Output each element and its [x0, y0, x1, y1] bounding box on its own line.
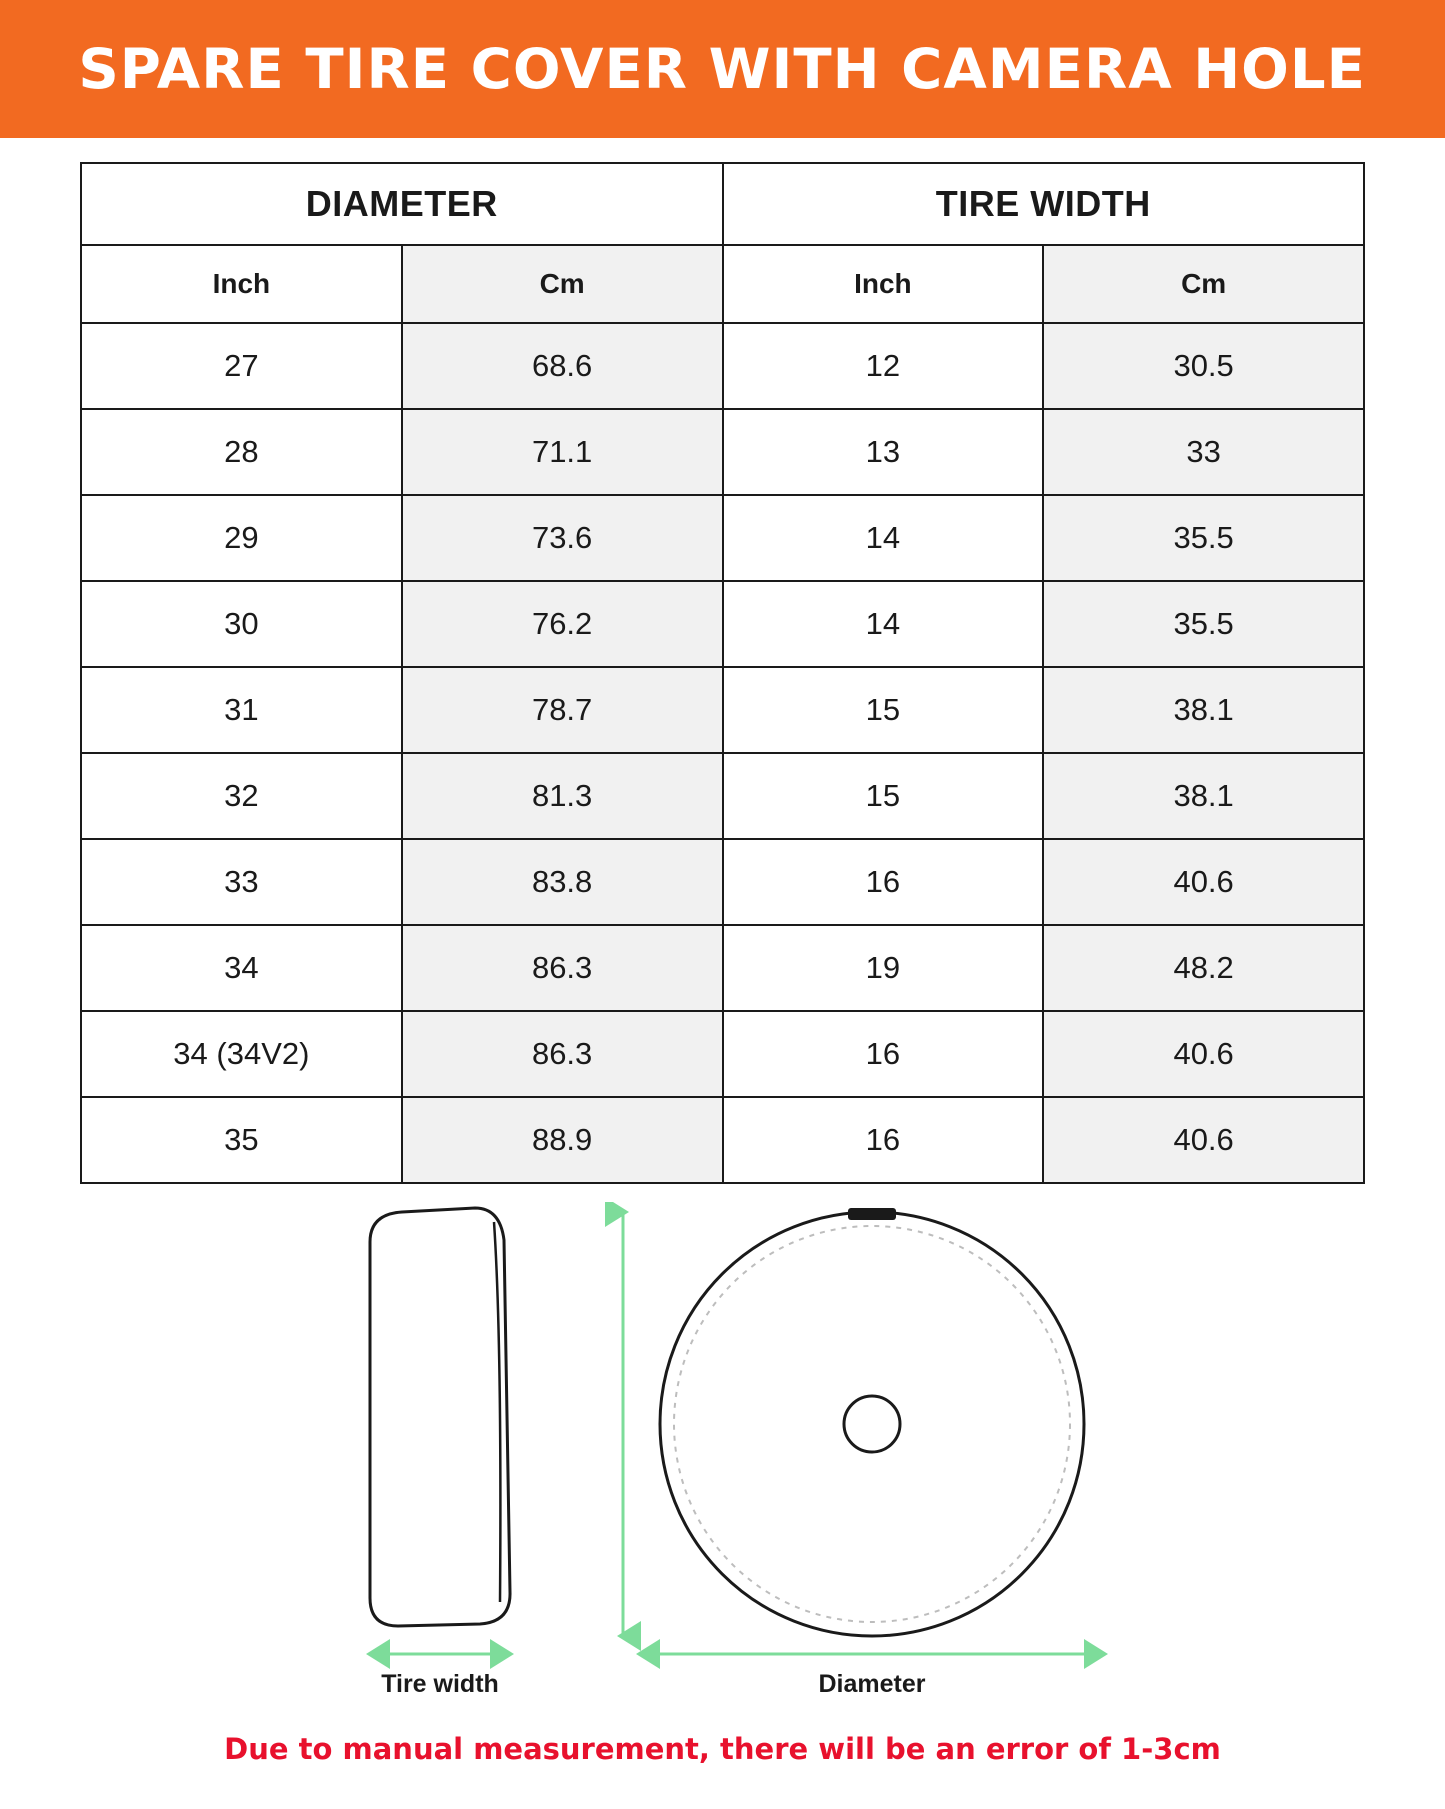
- cell-diameter-inch: 29: [81, 495, 402, 581]
- table-row: [81, 495, 1364, 581]
- cell-width-cm: 38.1: [1043, 753, 1364, 839]
- cell-diameter-inch: 31: [81, 667, 402, 753]
- cell-diameter-inch: 28: [81, 409, 402, 495]
- size-chart-table-wrapper: [80, 162, 1365, 1184]
- side-view-shape: [370, 1208, 510, 1626]
- cell-diameter-cm: 86.3: [402, 925, 723, 1011]
- cell-diameter-inch: 30: [81, 581, 402, 667]
- diameter-label: Diameter: [818, 1670, 926, 1698]
- cell-diameter-cm: 88.9: [402, 1097, 723, 1183]
- group-header-tire-width: TIRE WIDTH: [723, 163, 1365, 245]
- table-row: [81, 1097, 1364, 1183]
- cell-diameter-inch: 33: [81, 839, 402, 925]
- cell-diameter-cm: 71.1: [402, 409, 723, 495]
- cell-diameter-inch: 27: [81, 323, 402, 409]
- cell-diameter-cm: 68.6: [402, 323, 723, 409]
- size-chart-table: [80, 162, 1365, 1184]
- cell-width-cm: 35.5: [1043, 581, 1364, 667]
- camera-hole-icon: [844, 1396, 900, 1452]
- cell-width-cm: 38.1: [1043, 667, 1364, 753]
- measurement-diagram: [80, 1202, 1365, 1722]
- cell-width-inch: 13: [723, 409, 1044, 495]
- table-row: [81, 753, 1364, 839]
- cell-width-inch: 19: [723, 925, 1044, 1011]
- cell-diameter-cm: 73.6: [402, 495, 723, 581]
- table-row: [81, 323, 1364, 409]
- sub-header-width-inch: Inch: [723, 245, 1044, 323]
- sub-header-width-cm: Cm: [1043, 245, 1364, 323]
- table-group-header-row: [81, 163, 1364, 245]
- cell-width-inch: 16: [723, 1097, 1044, 1183]
- table-row: [81, 667, 1364, 753]
- table-row: [81, 1011, 1364, 1097]
- cell-width-inch: 15: [723, 667, 1044, 753]
- table-sub-header-row: [81, 245, 1364, 323]
- header-banner: [0, 0, 1445, 138]
- table-row: [81, 839, 1364, 925]
- table-row: [81, 409, 1364, 495]
- table-row: [81, 581, 1364, 667]
- cell-width-cm: 48.2: [1043, 925, 1364, 1011]
- measurement-disclaimer: Due to manual measurement, there will be an error of 1-3cm: [224, 1732, 1221, 1766]
- cell-width-cm: 30.5: [1043, 323, 1364, 409]
- cell-diameter-inch: 32: [81, 753, 402, 839]
- cell-width-inch: 16: [723, 839, 1044, 925]
- cell-diameter-inch: 35: [81, 1097, 402, 1183]
- cell-width-inch: 12: [723, 323, 1044, 409]
- cell-diameter-inch: 34 (34V2): [81, 1011, 402, 1097]
- cell-width-cm: 33: [1043, 409, 1364, 495]
- cell-width-cm: 40.6: [1043, 839, 1364, 925]
- cell-diameter-cm: 83.8: [402, 839, 723, 925]
- page-title: SPARE TIRE COVER WITH CAMERA HOLE: [78, 37, 1367, 101]
- tire-width-label: Tire width: [381, 1670, 499, 1698]
- cell-width-cm: 40.6: [1043, 1011, 1364, 1097]
- cell-diameter-cm: 76.2: [402, 581, 723, 667]
- cell-width-inch: 16: [723, 1011, 1044, 1097]
- cell-width-inch: 15: [723, 753, 1044, 839]
- sub-header-diameter-inch: Inch: [81, 245, 402, 323]
- cell-width-cm: 35.5: [1043, 495, 1364, 581]
- cell-width-inch: 14: [723, 495, 1044, 581]
- cell-diameter-cm: 86.3: [402, 1011, 723, 1097]
- cell-width-inch: 14: [723, 581, 1044, 667]
- camera-slot-icon: [848, 1208, 896, 1220]
- group-header-diameter: DIAMETER: [81, 163, 723, 245]
- table-row: [81, 925, 1364, 1011]
- cell-diameter-cm: 78.7: [402, 667, 723, 753]
- cell-width-cm: 40.6: [1043, 1097, 1364, 1183]
- sub-header-diameter-cm: Cm: [402, 245, 723, 323]
- cell-diameter-cm: 81.3: [402, 753, 723, 839]
- front-view-shape: [660, 1208, 1084, 1636]
- cell-diameter-inch: 34: [81, 925, 402, 1011]
